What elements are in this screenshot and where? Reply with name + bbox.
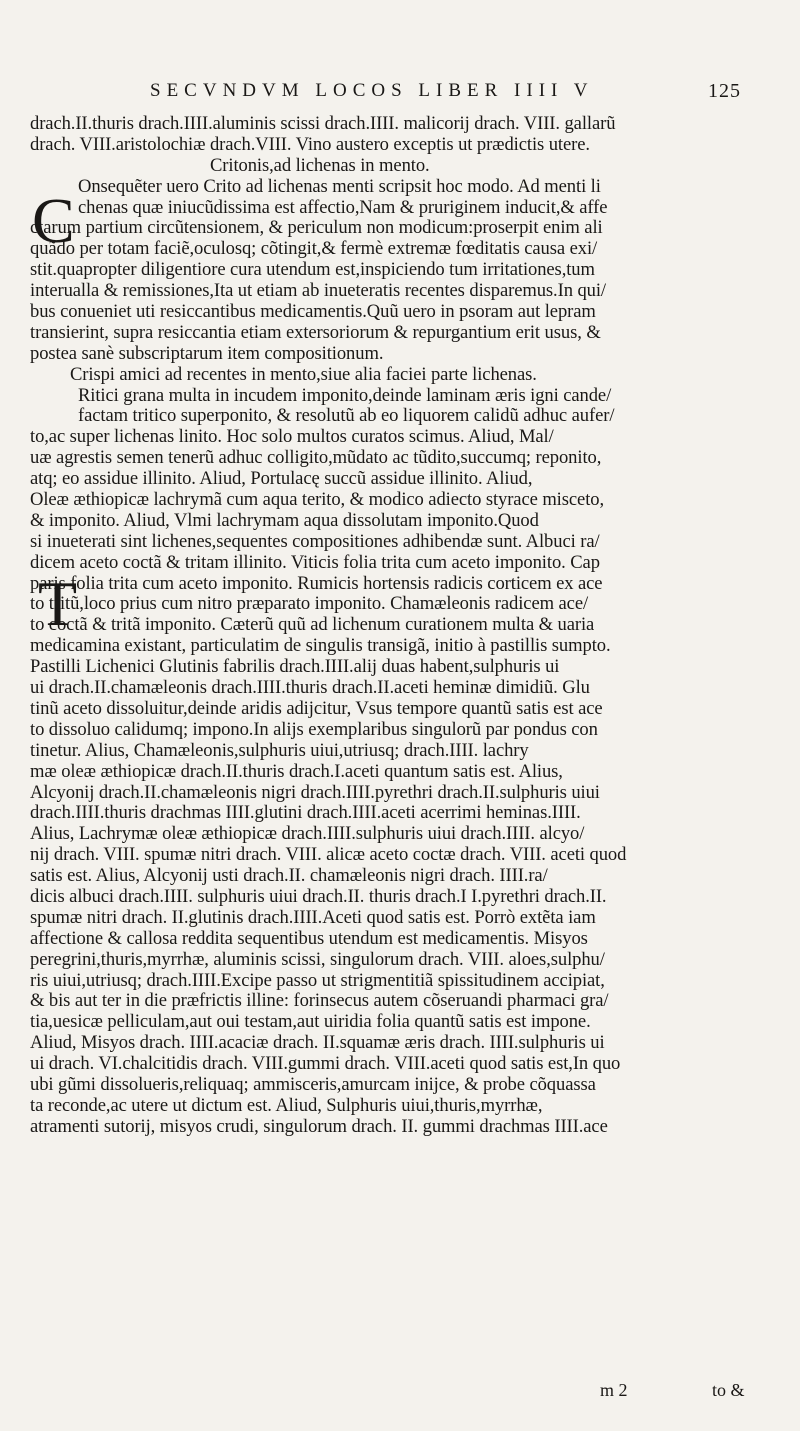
text-line: medicamina existant, particulatim de singulis transigã, initio à pastillis sumpto. xyxy=(30,636,611,657)
text-line: ui drach. VI.chalcitidis drach. VIII.gummi drach. VIII.aceti quod satis est,In quo xyxy=(30,1054,621,1075)
text-line: dicis albuci drach.IIII. sulphuris uiui drach.II. thuris drach.I I.pyrethri drach.II. xyxy=(30,886,607,907)
text-line: to,ac super lichenas linito. Hoc solo multos curatos scimus. Aliud, Mal/ xyxy=(30,427,554,448)
text-line: chenas quæ iniucũdissima est affectio,Nam & pruriginem inducit,& affe xyxy=(78,197,608,218)
text-line: interualla & remissiones,Ita ut etiam ab inueteratis recentes disparemus.In qui/ xyxy=(30,281,606,302)
text-line: uæ agrestis semen tenerũ adhuc colligito,mũdato ac tũdito,succumq; reponito, xyxy=(30,448,602,469)
text-line: drach.II.thuris drach.IIII.aluminis scissi drach.IIII. malicorij drach. VIII. gallarũ xyxy=(30,114,616,134)
text-line: Onsequẽter uero Crito ad lichenas menti scripsit hoc modo. Ad menti li xyxy=(78,176,601,197)
text-line: quãdo per totam faciẽ,oculosq; cõtingit,& fermè extremæ fœditatis causa exi/ xyxy=(30,239,598,260)
text-line: & bis aut ter in die præfrictis illine: forinsecus autem cõseruandi pharmaci gra/ xyxy=(30,991,609,1012)
text-line: to dissoluo calidumq; impono.In alijs exemplaribus singulorũ par pondus con xyxy=(30,719,598,740)
text-line: ris uiui,utriusq; drach.IIII.Excipe passo ut strigmentitiã spissitudinem accipiat, xyxy=(30,970,605,991)
text-line: atramenti sutorij, misyos crudi, singulorum drach. II. gummi drachmas IIII.ace xyxy=(30,1116,608,1137)
text-line: atq; eo assidue illinito. Aliud, Portulacę succũ assidue illinito. Aliud, xyxy=(30,469,533,490)
text-line: stit.quapropter diligentiore cura utendum est,inspiciendo tum irritationes,tum xyxy=(30,260,595,281)
text-line: si inueterati sint lichenes,sequentes compositiones adhibendæ sunt. Albuci ra/ xyxy=(30,531,600,552)
text-line: tinetur. Alius, Chamæleonis,sulphuris uiui,utriusq; drach.IIII. lachry xyxy=(30,740,529,761)
text-line: ubi gũmi dissolueris,reliquaq; ammisceris,amurcam inijce, & probe cõquassa xyxy=(30,1074,596,1095)
drop-cap-c: C xyxy=(32,185,75,256)
text-line: tinũ aceto dissoluitur,deinde aridis adijcitur, Vsus tempore quantũ satis est ace xyxy=(30,698,603,719)
text-line: Alcyonij drach.II.chamæleonis nigri drach.IIII.pyrethri drach.II.sulphuris uiui xyxy=(30,782,600,803)
drop-cap-t: T xyxy=(38,568,78,639)
text-line: drach. VIII.aristolochiæ drach.VIII. Vino austero exceptis ut prædictis utere. xyxy=(30,134,590,155)
text-line: mæ oleæ æthiopicæ drach.II.thuris drach.I.aceti quantum satis est. Alius, xyxy=(30,761,563,782)
text-line: ta reconde,ac utere ut dictum est. Aliud, Sulphuris uiui,thuris,myrrhæ, xyxy=(30,1095,543,1116)
signature-mark: m 2 xyxy=(600,1380,628,1400)
text-line: affectione & callosa reddita sequentibus utendum est medicamentis. Misyos xyxy=(30,928,588,949)
text-line: paris folia trita cum aceto imponito. Rumicis hortensis radicis corticem ex ace xyxy=(30,573,603,594)
running-title: SECVNDVM LOCOS LIBER IIII V xyxy=(150,80,594,101)
text-line: peregrini,thuris,myrrhæ, aluminis scissi, singulorum drach. VIII. aloes,sulphu/ xyxy=(30,949,605,970)
text-line: to coctã & tritã imponito. Cæterũ quũ ad lichenum curationem multa & uaria xyxy=(30,615,595,636)
section-heading: Critonis,ad lichenas in mento. xyxy=(210,155,430,176)
text-line: ui drach.II.chamæleonis drach.IIII.thuris drach.II.aceti heminæ dimidiũ. Glu xyxy=(30,678,590,699)
page-number: 125 xyxy=(708,80,741,102)
text-line: drach.IIII.thuris drachmas IIII.glutini drach.IIII.aceti acerrimi heminas.IIII. xyxy=(30,803,581,824)
text-line: ctarum partium circũtensionem, & periculum non modicum:proserpit enim ali xyxy=(30,218,603,239)
text-line: tia,uesicæ pelliculam,aut oui testam,aut uiridia folia quantũ satis est impone. xyxy=(30,1012,591,1033)
text-line: to tritũ,loco prius cum nitro præparato imponito. Chamæleonis radicem ace/ xyxy=(30,594,589,615)
text-line: Alius, Lachrymæ oleæ æthiopicæ drach.IIII.sulphuris uiui drach.IIII. alcyo/ xyxy=(30,824,585,845)
text-line: Oleæ æthiopicæ lachrymã cum aqua terito, & modico adiecto styrace misceto, xyxy=(30,490,605,511)
catchword: to & xyxy=(712,1380,745,1400)
text-line: factam tritico superponito, & resolutũ ab eo liquorem calidũ adhuc aufer/ xyxy=(78,406,615,427)
text-line: Ritici grana multa in incudem imponito,deinde laminam æris igni cande/ xyxy=(78,385,612,406)
text-line: postea sanè subscriptarum item compositionum. xyxy=(30,343,384,364)
text-line: nij drach. VIII. spumæ nitri drach. VIII. alicæ aceto coctæ drach. VIII. aceti quod xyxy=(30,845,627,866)
text-line: bus conueniet uti resiccantibus medicamentis.Quũ uero in psoram aut lepram xyxy=(30,302,596,323)
section-heading: Crispi amici ad recentes in mento,siue alia faciei parte lichenas. xyxy=(70,364,537,385)
text-block xyxy=(30,114,770,1138)
text-line: transierint, supra resiccantia etiam extersoriorum & repurgantium erit usus, & xyxy=(30,322,601,343)
text-line: Aliud, Misyos drach. IIII.acaciæ drach. II.squamæ æris drach. IIII.sulphuris ui xyxy=(30,1033,605,1054)
text-line: spumæ nitri drach. II.glutinis drach.IIII.Aceti quod satis est. Porrò extẽta iam xyxy=(30,907,596,928)
text-line: & imponito. Aliud, Vlmi lachrymam aqua dissolutam imponito.Quod xyxy=(30,510,539,531)
text-line: satis est. Alius, Alcyonij usti drach.II. chamæleonis nigri drach. IIII.ra/ xyxy=(30,866,548,887)
text-line: dicem aceto coctã & tritam illinito. Viticis folia trita cum aceto imponito. Cap xyxy=(30,552,600,573)
text-line: Pastilli Lichenici Glutinis fabrilis drach.IIII.alij duas habent,sulphuris ui xyxy=(30,657,560,678)
